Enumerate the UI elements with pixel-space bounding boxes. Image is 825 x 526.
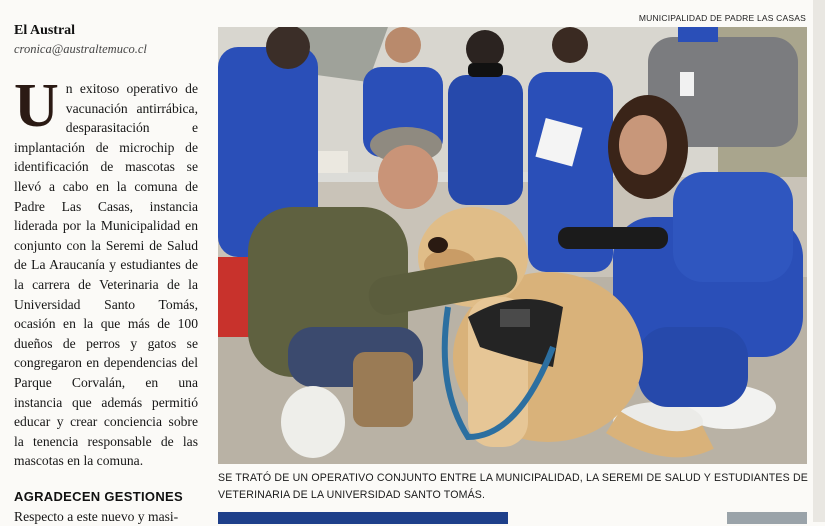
- byline-author: El Austral: [14, 23, 76, 38]
- page-edge: [813, 0, 825, 522]
- section-tag: MUNICIPALIDAD DE PADRE LAS CASAS: [638, 13, 806, 23]
- next-photo-edge: [218, 512, 508, 524]
- photo-illustration: [218, 27, 807, 464]
- lead-text: n exitoso operativo de vacunación antirrábica, desparasitación e implantación de microchip de identificación de mascotas se llevó a cabo en la comuna de Padre Las Casas, instancia liderada por la Municipalidad en conjunto con la Seremi de Salud de La Araucanía y estudiantes de la carrera de Veterinaria de la Universidad Santo Tomás, ocasión en la que más de 100 dueños de perros y gatos se congregaron en dependencias del Parque Corvalán, en una instancia que además permitió educar y crear conciencia sobre la tenencia responsable de las mascotas en la comuna.: [14, 81, 198, 469]
- photo-caption: SE TRATÓ DE UN OPERATIVO CONJUNTO ENTRE LA MUNICIPALIDAD, LA SEREMI DE SALUD Y ESTUDIANTES DE VETERINARIA DE LA UNIVERSIDAD SANTO TOMÁS.: [218, 472, 808, 501]
- article-lead: [14, 72, 198, 471]
- dropcap: U: [14, 72, 59, 140]
- byline-email[interactable]: cronica@australtemuco.cl: [14, 42, 147, 56]
- next-paragraph: Respecto a este nuevo y masi-: [14, 509, 179, 524]
- article-column: [14, 22, 198, 471]
- article-photo: [218, 27, 807, 464]
- next-photo-edge-right: [727, 512, 807, 524]
- article-subhead: AGRADECEN GESTIONES: [14, 489, 183, 504]
